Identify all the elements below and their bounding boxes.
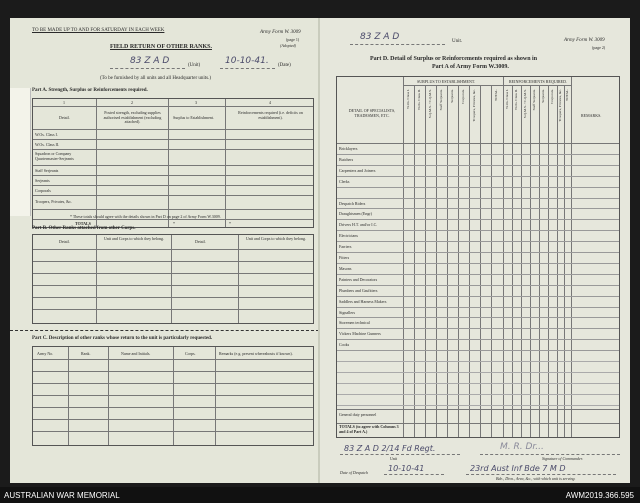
trade-row-label: Storemen technical — [339, 320, 370, 326]
blank-row-divider — [337, 372, 619, 373]
arrival-value: 23rd Aust Inf Bde 7 M D — [470, 464, 566, 473]
footer-bar — [0, 487, 640, 503]
header-reinforcements: Reinforcements required (i.e. deficits on establishment). — [238, 110, 303, 120]
right-page — [320, 18, 630, 483]
blank-row-divider — [337, 394, 619, 395]
col-number-4: 4 — [269, 100, 271, 105]
form-title: FIELD RETURN OF OTHER RANKS. — [110, 44, 212, 50]
binding-tab — [10, 88, 31, 216]
surplus-sub-troopers: Troopers, Privates, &c. — [472, 89, 476, 122]
signature-label: Signature of Commander. — [542, 456, 583, 461]
part-d-title-line-2: Part A of Army Form W.3009. — [432, 64, 509, 70]
date-value: 10-10-41. — [225, 56, 269, 66]
part-b-table — [32, 234, 314, 324]
trade-row-label: Cooks — [339, 342, 350, 348]
trade-row-divider — [337, 208, 619, 209]
left-page — [10, 18, 319, 483]
trade-row-label: Clerks — [339, 178, 350, 184]
right-unit-value: 83 Z A D — [360, 32, 400, 42]
trade-row-divider — [337, 241, 619, 242]
part-b-header-detail-2: Detail. — [195, 239, 206, 244]
trade-row-divider — [337, 263, 619, 264]
part-c-header-remarks: Remarks (e.g. present whereabouts if known). — [219, 351, 293, 356]
trade-row-divider — [337, 176, 619, 177]
top-note: TO BE MADE UP TO AND FOR SATURDAY IN EACH WEEK — [32, 28, 165, 33]
part-c-header-name: Name and Initials. — [121, 351, 151, 356]
part-c-title: Part C. Description of other ranks whose return to the unit is particularly requested. — [32, 336, 213, 341]
trade-row-divider — [337, 154, 619, 155]
reinf-sub-cpls: Corporals. — [550, 89, 554, 104]
trade-row-divider — [337, 165, 619, 166]
totals-label: TOTALS — [75, 221, 91, 226]
surplus-sub-sjts: Serjeants. — [450, 89, 454, 103]
surplus-sub-staff-sjts: Staff Serjeants. — [439, 89, 443, 111]
trade-row-divider — [337, 219, 619, 220]
part-c-table — [32, 346, 314, 446]
header-detail: Detail. — [59, 115, 70, 120]
right-form-reference: Army Form W. 3009 — [564, 38, 605, 43]
col-number-2: 2 — [131, 100, 133, 105]
group-header-reinforcements: REINFORCEMENTS REQUIRED. — [509, 79, 568, 84]
trade-row-label: Drivers H.T. and/or I.C. — [339, 222, 378, 228]
blank-row-divider — [337, 405, 619, 406]
footer-right: AWM2019.366.595 — [565, 491, 634, 500]
row-qm-serjeants: Squadron or Company Quartermaster-Serjeants — [35, 151, 74, 161]
totals-mark-surplus: * — [173, 221, 175, 226]
surplus-sub-wo2: W.Os. Class II. — [417, 89, 421, 111]
row-wo-class-2: W.Os. Class II. — [35, 142, 60, 147]
row-corporals: Corporals — [35, 188, 51, 193]
trade-row-divider — [337, 230, 619, 231]
right-page-note: (page 2) — [592, 45, 606, 50]
part-c-header-corps: Corps. — [185, 351, 196, 356]
general-duty-row: General duty personnel — [339, 412, 377, 417]
trade-row-label: Carpenters and Joiners — [339, 167, 376, 173]
reinf-sub-troopers: Troopers, Privates, &c. — [558, 89, 562, 122]
trade-row-label: Electricians — [339, 233, 358, 239]
date-label: (Date) — [278, 63, 291, 68]
footer-left: AUSTRALIAN WAR MEMORIAL — [4, 491, 120, 500]
totals-mark-reinforcements: * — [229, 221, 231, 226]
surplus-sub-sqms: S.Q.M.S. / C.Q.M.S. — [428, 89, 432, 119]
part-b-header-unit-1: Unit and Corps to which they belong. — [103, 236, 165, 241]
form-reference: Army Form W. 3009 — [260, 30, 301, 35]
trade-row-label: Saddlers and Harness Makers — [339, 298, 387, 304]
trade-row-label: Farriers — [339, 244, 352, 250]
part-c-header-army-no: Army No. — [37, 351, 54, 356]
part-b-header-detail-1: Detail. — [59, 239, 70, 244]
trade-row-label: Signallers — [339, 309, 355, 315]
reinf-sub-wo1: W.Os. Class I. — [505, 89, 509, 109]
trade-row-label: Painters and Decorators — [339, 276, 378, 282]
trade-row-label: Fitters — [339, 255, 350, 260]
unit-label: (Unit) — [188, 63, 201, 68]
part-d-title-line-1: Part D. Detail of Surplus or Reinforcements required as shown in — [370, 56, 538, 62]
trade-row-label: Draughtsmen (Engr) — [339, 211, 372, 217]
trade-row-label: Plumbers and Gasfitters — [339, 287, 378, 293]
part-c-header-rank: Rank. — [81, 351, 91, 356]
part-b-header-unit-2: Unit and Corps to which they belong. — [245, 236, 307, 241]
reinf-sub-sjts: Serjeants. — [541, 89, 545, 103]
trade-row-divider — [337, 252, 619, 253]
header-posted-strength: Posted strength, excluding supplies authorised establishment (excluding attached). — [103, 110, 162, 124]
right-totals-label: TOTALS (to agree with Columns 3 and 4 of Part A.) — [339, 424, 399, 434]
trade-row-divider — [337, 328, 619, 329]
commander-signature: M. R. Dr... — [500, 442, 544, 452]
despatch-value: 10-10-41 — [388, 464, 425, 473]
trade-row-divider — [337, 317, 619, 318]
surplus-sub-wo1: W.Os. Class I. — [406, 89, 410, 109]
part-a-footnote: * These totals should agree with the details shown in Part D on page 2 of Army Form W.3009. — [70, 214, 221, 219]
furnished-note: (To be furnished by all units and all Headquarter units.) — [100, 76, 212, 81]
part-d-table — [336, 76, 620, 438]
unit-value: 83 Z A D — [130, 56, 170, 66]
arrival-label: Bde., Divn., Area, &c., with which unit is serving. — [496, 476, 576, 481]
despatch-label: Date of Despatch — [340, 470, 368, 475]
trade-row-label: Masons — [339, 265, 352, 271]
part-b-title: Part B. Other Ranks attached from other Corps. — [32, 226, 136, 231]
reinf-sub-staff-sjts: Staff Serjeants. — [532, 89, 536, 111]
reinf-sub-wo2: W.Os. Class II. — [514, 89, 518, 111]
right-unit-label: Unit. — [452, 39, 463, 44]
trade-row-divider — [337, 350, 619, 351]
remarks-header: REMARKS. — [581, 113, 602, 118]
row-serjeants: Serjeants — [35, 178, 50, 183]
trade-row-divider — [337, 198, 619, 199]
trade-row-divider — [337, 187, 619, 188]
trade-row-divider — [337, 285, 619, 286]
surplus-sub-total: TOTAL. — [494, 89, 498, 102]
reinf-sub-total: TOTAL. — [565, 89, 569, 102]
surplus-sub-cpls: Corporals. — [461, 89, 465, 104]
trade-row-label: Bricklayers — [339, 146, 358, 151]
row-troopers: Troopers, Privates, &c. — [35, 199, 73, 204]
trade-row-divider — [337, 296, 619, 297]
signature-unit-value: 83 Z A D 2/14 Fd Regt. — [344, 444, 436, 453]
trade-row-divider — [337, 339, 619, 340]
col-number-1: 1 — [63, 100, 65, 105]
part-a-table — [32, 98, 314, 228]
signature-unit-label: Unit — [390, 456, 398, 461]
page-note: (page 1) — [286, 37, 300, 42]
header-surplus: Surplus to Establishment. — [173, 115, 214, 120]
col-number-3: 3 — [195, 100, 197, 105]
trade-row-label: Vickers Machine Gunners — [339, 331, 381, 337]
detail-header: DETAIL OF SPECIALISTS, TRADESMEN, ETC. — [348, 108, 396, 118]
blank-row-divider — [337, 383, 619, 384]
group-header-surplus: SURPLUS TO ESTABLISHMENT. — [417, 79, 476, 84]
row-staff-serjeants: Staff Serjeants — [35, 168, 59, 173]
reinf-sub-sqms: S.Q.M.S. / C.Q.M.S. — [523, 89, 527, 119]
trade-row-divider — [337, 274, 619, 275]
trade-row-label: Butchers — [339, 156, 354, 162]
trade-row-divider — [337, 307, 619, 308]
row-wo-class-1: W.Os. Class I. — [35, 132, 58, 137]
adopted-note: (Adopted) — [280, 43, 296, 48]
blank-row-divider — [337, 361, 619, 362]
part-a-title: Part A. Strength, Surplus or Reinforcements required. — [32, 88, 148, 93]
trade-row-label: Despatch Riders — [339, 200, 366, 206]
